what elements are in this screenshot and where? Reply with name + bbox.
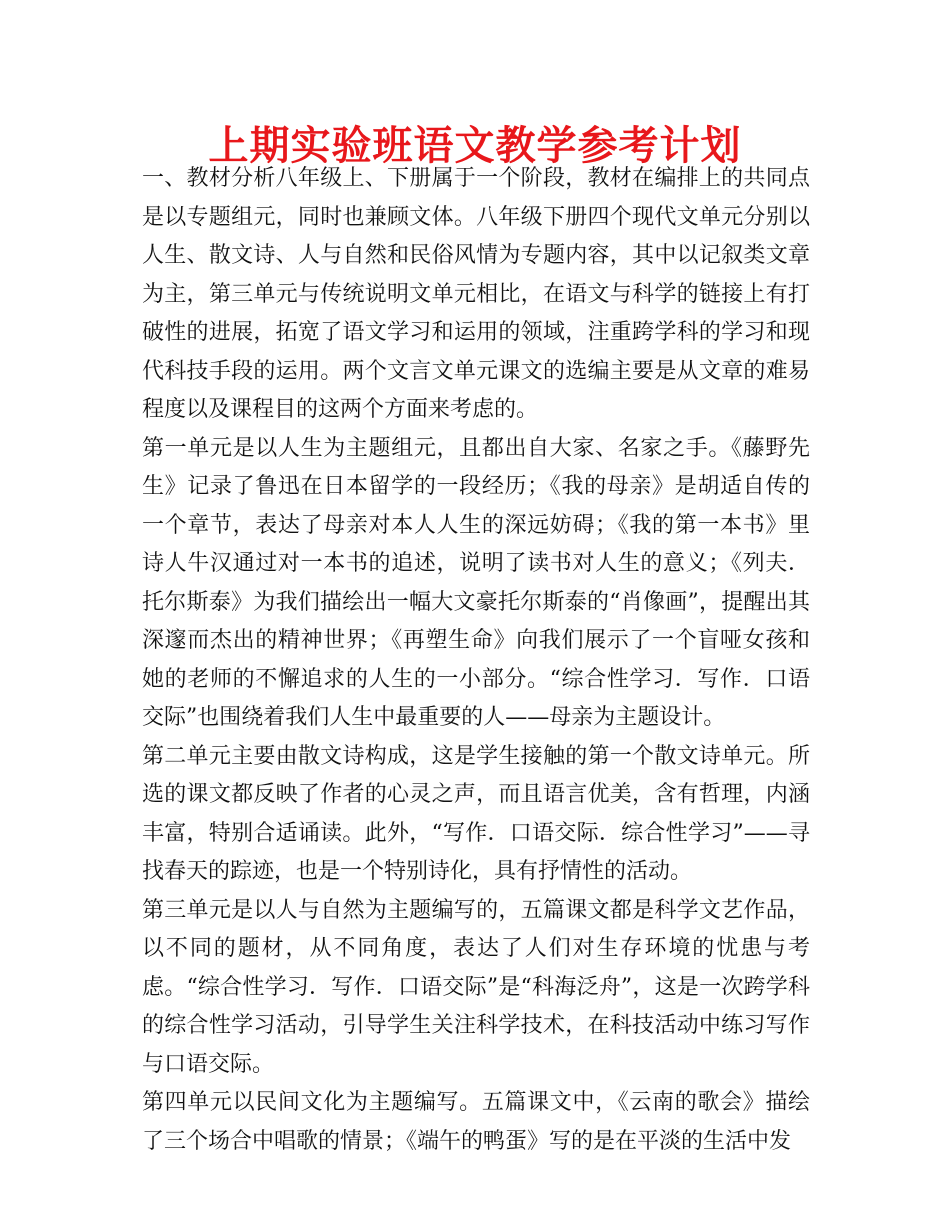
document-title: 上期实验班语文教学参考计划 (208, 123, 742, 169)
paragraph-unit-four: 第四单元以民间文化为主题编写。五篇课文中，《云南的歌会》描绘了三个场合中唱歌的情景；《端午的鸭蛋》写的是在平淡的生活中发 (142, 1090, 810, 1154)
paragraph-textbook-analysis: 一、教材分析八年级上、下册属于一个阶段，教材在编排上的共同点是以专题组元，同时也兼顾文体。八年级下册四个现代文单元分别以人生、散文诗、人与自然和民俗风情为专题内容，其中以记叙类文章为主，第三单元与传统说明文单元相比，在语文与科学的链接上有打破性的进展，拓宽了语文学习和运用的领域，注重跨学科的学习和现代科技手段的运用。两个文言文单元课文的选编主要是从文章的难易程度以及课程目的这两个方面来考虑的。 (142, 166, 810, 422)
paragraph-unit-one: 第一单元是以人生为主题组元，且都出自大家、名家之手。《藤野先生》记录了鲁迅在日本留学的一段经历；《我的母亲》是胡适自传的一个章节，表达了母亲对本人人生的深远妨碍；《我的第一本书》里诗人牛汉通过对一本书的追述，说明了读书对人生的意义；《列夫．托尔斯泰》为我们描绘出一幅大文豪托尔斯泰的“肖像画”，提醒出其深邃而杰出的精神世界；《再塑生命》向我们展示了一个盲哑女孩和她的老师的不懈追求的人生的一小部分。“综合性学习．写作．口语交际”也围绕着我们人生中最重要的人——母亲为主题设计。 (142, 435, 810, 730)
document-body (142, 160, 810, 1161)
paragraph-unit-three: 第三单元是以人与自然为主题编写的，五篇课文都是科学文艺作品，以不同的题材，从不同角度，表达了人们对生存环境的忧患与考虑。“综合性学习．写作．口语交际”是“科海泛舟”，这是一次跨学科的综合性学习活动，引导学生关注科学技术，在科技活动中练习写作与口语交际。 (142, 897, 810, 1077)
paragraph-unit-two: 第二单元主要由散文诗构成，这是学生接触的第一个散文诗单元。所选的课文都反映了作者的心灵之声，而且语言优美，含有哲理，内涵丰富，特别合适诵读。此外，“写作．口语交际．综合性学习”——寻找春天的踪迹，也是一个特别诗化，具有抒情性的活动。 (142, 743, 810, 884)
